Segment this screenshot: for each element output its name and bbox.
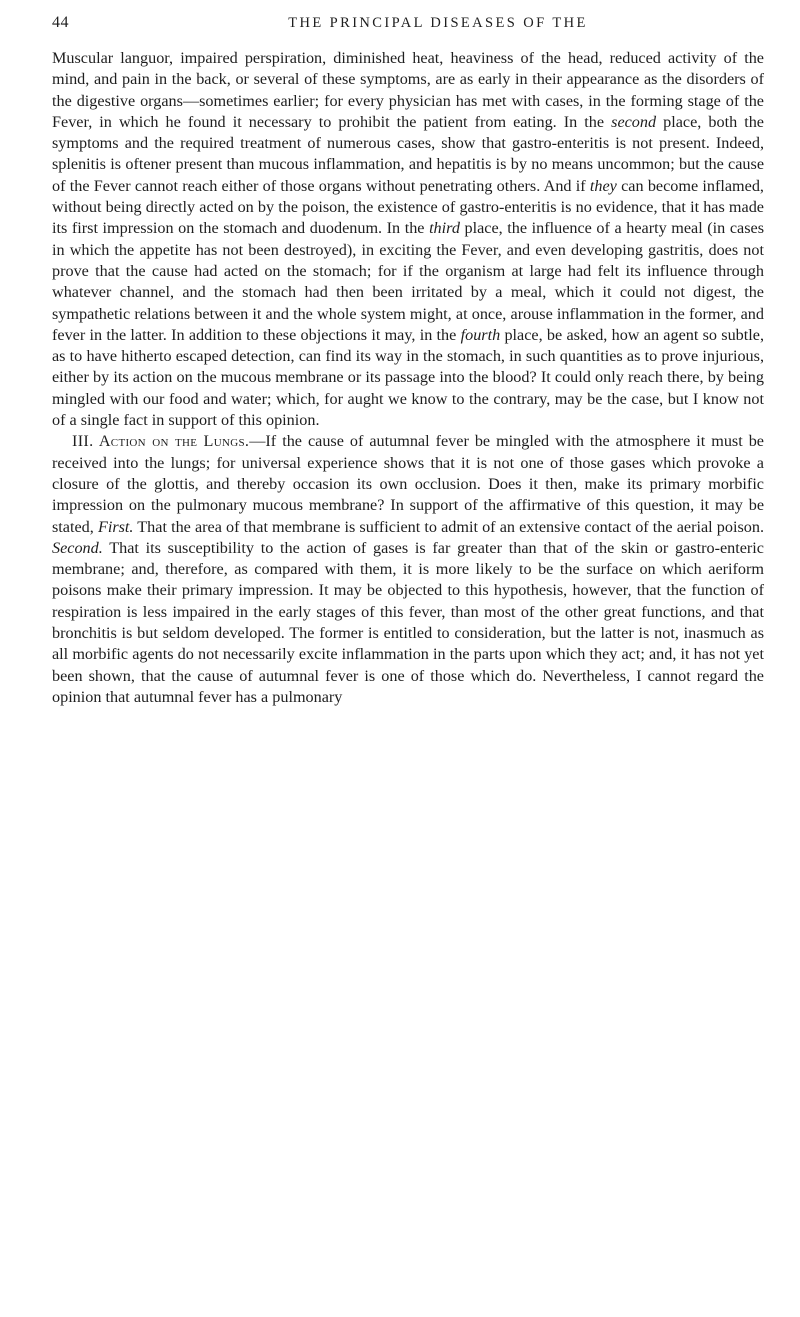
emphasis-third: third — [429, 219, 460, 238]
emphasis-fourth: fourth — [460, 325, 501, 344]
text-segment: can become inflamed, without being directly acted on by the poison, the existence of gastro-enteritis is no evidence, that it has made its first impression on the stomach and duodenum. In the — [52, 176, 764, 238]
text-segment: That its susceptibility to the action of gases is far greater than that of the skin or gastro-enteric membrane; and, therefore, as compared with them, it is more likely to be the surface on which aeriform poisons make their primary impression. It may be objected to this hypothesis, however, that the function of respiration is less impaired in the early stages of this fever, than most of the other great functions, and that bronchitis is but seldom developed. The former is entitled to consideration, but the latter is not, inasmuch as all morbific agents do not necessarily excite inflammation in the parts upon which they act; and, it has not yet been shown, that the cause of autumnal fever is one of those which do. Nevertheless, I cannot regard the opinion that autumnal fever has a pulmonary — [52, 538, 764, 706]
text-segment: —If the cause of autumnal fever be mingled with the atmosphere it must be received into the lungs; for universal experience shows that it is not one of those gases which provoke a closure of the glottis, and thereby occasion its own occlusion. Does it then, make its primary morbific impression on the pulmonary mucous membrane? In support of the affirmative of this question, it may be stated, — [52, 432, 764, 536]
book-page — [52, 14, 764, 708]
paragraph-action-on-lungs — [52, 431, 764, 708]
text-segment: place, the influence of a hearty meal (in cases in which the appetite has not been destroyed), in exciting the Fever, and even developing gastritis, does not prove that the cause had acted on the stomach; for if the organism at large had felt its influence through whatever channel, and the stomach had then been irritated by a meal, which it could not digest, the sympathetic relations between it and the whole system might, at once, arouse inflammation in the former, and fever in the latter. In addition to these objections it may, in the — [52, 219, 764, 344]
paragraph-gastric-objections — [52, 48, 764, 431]
text-segment: Muscular languor, impaired perspiration, diminished heat, heaviness of the head, reduced activity of the mind, and pain in the back, or several of these symptoms, are as early in their appearance as the disorders of the digestive organs—sometimes earlier; for every physician has met with cases, in the forming stage of the Fever, in which he found it necessary to prohibit the patient from eating. In the — [52, 49, 764, 131]
text-segment: That the area of that membrane is sufficient to admit of an extensive contact of the aerial poison. — [133, 517, 764, 536]
section-heading: III. Action on the Lungs. — [72, 432, 250, 451]
emphasis-second: Second. — [52, 538, 103, 557]
emphasis-first: First. — [97, 517, 134, 536]
text-segment: place, be asked, how an agent so subtle, as to have hitherto escaped detection, can find its way in the stomach, in such quantities as to prove injurious, either by its action on the mucous membrane or its passage into the blood? It could only reach there, by being mingled with our food and water; which, for aught we know to the contrary, may be the case, but I know not of a single fact in support of this opinion. — [52, 325, 764, 430]
text-segment: place, both the symptoms and the required treatment of numerous cases, show that gastro-enteritis is not present. Indeed, splenitis is oftener present than mucous inflammation, and hepatitis is by no means uncommon; but the cause of the Fever cannot reach either of those organs without penetrating others. And if — [52, 112, 764, 195]
running-head — [52, 14, 764, 38]
body-text — [52, 48, 764, 708]
page-number: 44 — [52, 14, 69, 31]
running-title: THE PRINCIPAL DISEASES OF THE — [288, 15, 588, 31]
emphasis-they: they — [589, 176, 617, 195]
emphasis-second: second — [611, 112, 657, 131]
